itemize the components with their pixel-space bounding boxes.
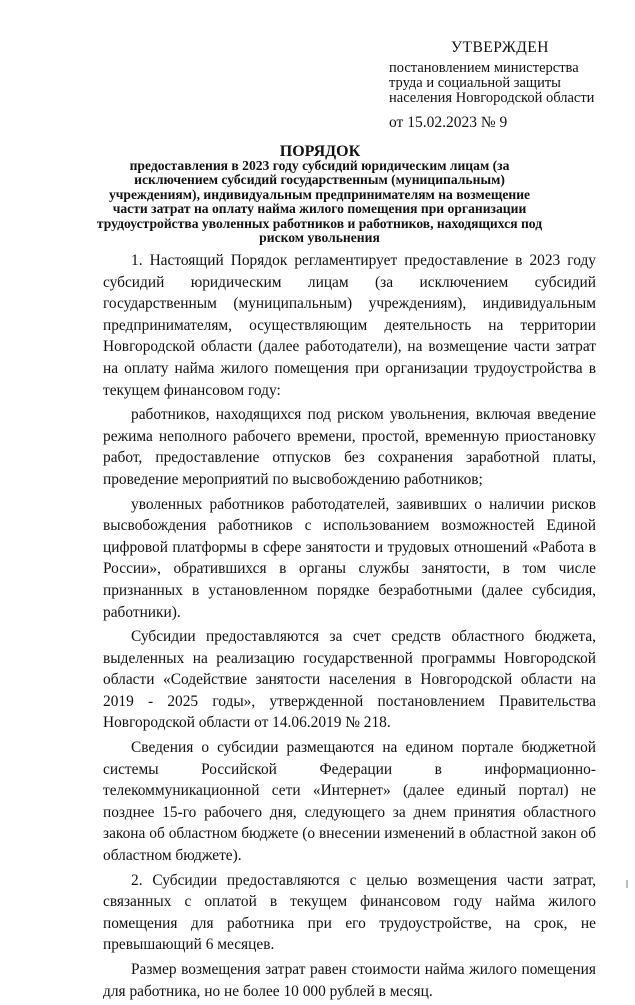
- approval-date: от 15.02.2023 № 9: [389, 114, 508, 131]
- paragraph: Размер возмещения затрат равен стоимости найма жилого помещения для работника, но не более 10 000 рублей в месяц.: [103, 961, 596, 1000]
- approval-line: населения Новгородской области: [389, 90, 595, 106]
- paragraph: 2. Субсидии предоставляются с целью возмещения части затрат, связанных с оплатой в текущем финансовом году найма жилого помещения для работника при его трудоустройстве, на срок, не превышающий 6 месяцев.: [103, 871, 596, 954]
- paragraph: Сведения о субсидии размещаются на едином портале бюджетной системы Российской Федерации в информационно-телекоммуникационной сети «Интернет» (далее единый портал) не позднее 15-го рабочего дня, следующего за днем принятия областного закона об областном бюджете (о внесении изменений в областной закон об областном бюджете).: [103, 739, 596, 865]
- approval-title: УТВЕРЖДЕН: [451, 39, 549, 56]
- scan-mark: [626, 880, 628, 888]
- document-title: ПОРЯДОК: [279, 143, 361, 160]
- paragraph: Субсидии предоставляются за счет средств областного бюджета, выделенных на реализацию государственной программы Новгородской области «Содействие занятости населения в Новгородской области на 2019 - 2025 годы», утвержденной постановлением Правительства Новгородской области от 14.06.2019 № 218.: [103, 628, 596, 732]
- paragraph: 1. Настоящий Порядок регламентирует предоставление в 2023 году субсидий юридическим лицам (за исключением субсидий государственным (муниципальным) учреждениям), индивидуальным предпринимателям, осуществляющим деятельность на территории Новгородской области (далее работодатели), на возмещение части затрат на оплату найма жилого помещения при организации трудоустройства в текущем финансовом году:: [103, 252, 596, 399]
- document-body: [103, 250, 596, 1005]
- approval-line: труда и социальной защиты: [389, 75, 561, 91]
- approval-line: постановлением министерства: [389, 60, 579, 76]
- paragraph: уволенных работников работодателей, заявивших о наличии рисков высвобождения работников с использованием возможностей Единой цифровой платформы в сфере занятости и трудовых отношений «Работа в России», обратившихся в органы службы занятости, в том числе признанных в установленном порядке безработными (далее субсидия, работники).: [103, 495, 596, 621]
- approval-block: [389, 38, 619, 132]
- paragraph: работников, находящихся под риском увольнения, включая введение режима неполного рабочего времени, простой, временную приостановку работ, предоставление отпусков без сохранения заработной платы, проведение мероприятий по высвобождению работников;: [103, 406, 596, 488]
- document-subtitle: предоставления в 2023 году субсидий юридическим лицам (за исключением субсидий государственным (муниципальным) учреждениям), индивидуальным предпринимателям на возмещение части затрат на оплату найма жилого помещения при организации трудоустройства уволенных работников и работников, находящихся под риском увольнения: [96, 158, 543, 246]
